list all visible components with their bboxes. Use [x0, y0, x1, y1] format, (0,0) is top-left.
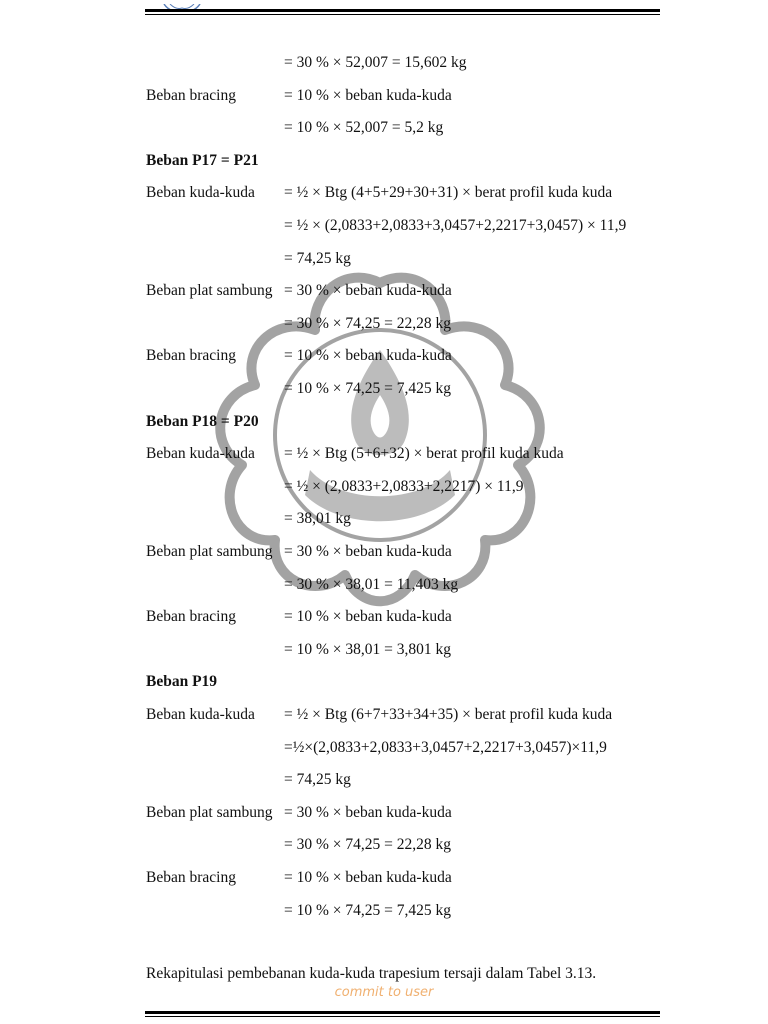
load-formula: = 30 % × 52,007 = 15,602 kg	[284, 54, 467, 71]
load-formula: = 30 % × beban kuda-kuda	[284, 543, 452, 560]
load-label: Beban bracing	[146, 347, 236, 364]
load-label: Beban bracing	[146, 608, 236, 625]
footer-watermark-text: commit to user	[334, 985, 434, 1000]
load-label: Beban kuda-kuda	[146, 445, 255, 462]
header-logo	[160, 0, 204, 9]
load-formula: = 74,25 kg	[284, 771, 351, 788]
load-formula: = 30 % × beban kuda-kuda	[284, 804, 452, 821]
load-label: Beban bracing	[146, 869, 236, 886]
section-heading: Beban P17 = P21	[146, 152, 259, 169]
load-formula: = 10 % × 38,01 = 3,801 kg	[284, 641, 452, 658]
load-formula: = ½ × Btg (5+6+32) × berat profil kuda kuda	[284, 445, 564, 462]
load-formula: = 38,01 kg	[284, 510, 351, 527]
load-label: Beban bracing	[146, 87, 236, 104]
university-seal-icon	[200, 255, 560, 615]
load-formula: = 30 % × 74,25 = 22,28 kg	[284, 836, 452, 853]
load-label: Beban kuda-kuda	[146, 184, 255, 201]
footer-rule-thick	[145, 1011, 660, 1014]
load-formula: = ½ × Btg (4+5+29+30+31) × berat profil kuda kuda	[284, 184, 613, 201]
load-formula: = ½ × (2,0833+2,0833+3,0457+2,2217+3,0457) × 11,9	[284, 217, 627, 234]
load-formula: = 10 % × 74,25 = 7,425 kg	[284, 902, 452, 919]
load-formula: = ½ × Btg (6+7+33+34+35) × berat profil kuda kuda	[284, 706, 613, 723]
header-rule-thick	[145, 9, 660, 12]
section-heading: Beban P19	[146, 673, 218, 690]
footer-rule-thin	[145, 1016, 660, 1017]
load-formula: = 30 % × 74,25 = 22,28 kg	[284, 315, 452, 332]
header-rule-thin	[145, 14, 660, 15]
load-formula: =½×(2,0833+2,0833+3,0457+2,2217+3,0457)×11,9	[284, 739, 607, 756]
load-formula: = 10 % × beban kuda-kuda	[284, 608, 452, 625]
load-label: Beban plat sambung	[146, 282, 273, 299]
load-label: Beban plat sambung	[146, 543, 273, 560]
closing-paragraph: Rekapitulasi pembebanan kuda-kuda trapesium tersaji dalam Tabel 3.13.	[146, 965, 597, 982]
load-label: Beban kuda-kuda	[146, 706, 255, 723]
load-formula: = 10 % × beban kuda-kuda	[284, 869, 452, 886]
load-label: Beban plat sambung	[146, 804, 273, 821]
load-formula: = ½ × (2,0833+2,0833+2,2217) × 11,9	[284, 478, 524, 495]
load-formula: = 10 % × beban kuda-kuda	[284, 87, 452, 104]
load-formula: = 10 % × beban kuda-kuda	[284, 347, 452, 364]
section-heading: Beban P18 = P20	[146, 413, 259, 430]
load-formula: = 30 % × beban kuda-kuda	[284, 282, 452, 299]
load-formula: = 30 % × 38,01 = 11,403 kg	[284, 576, 459, 593]
load-formula: = 10 % × 52,007 = 5,2 kg	[284, 119, 444, 136]
load-formula: = 10 % × 74,25 = 7,425 kg	[284, 380, 452, 397]
load-formula: = 74,25 kg	[284, 250, 351, 267]
